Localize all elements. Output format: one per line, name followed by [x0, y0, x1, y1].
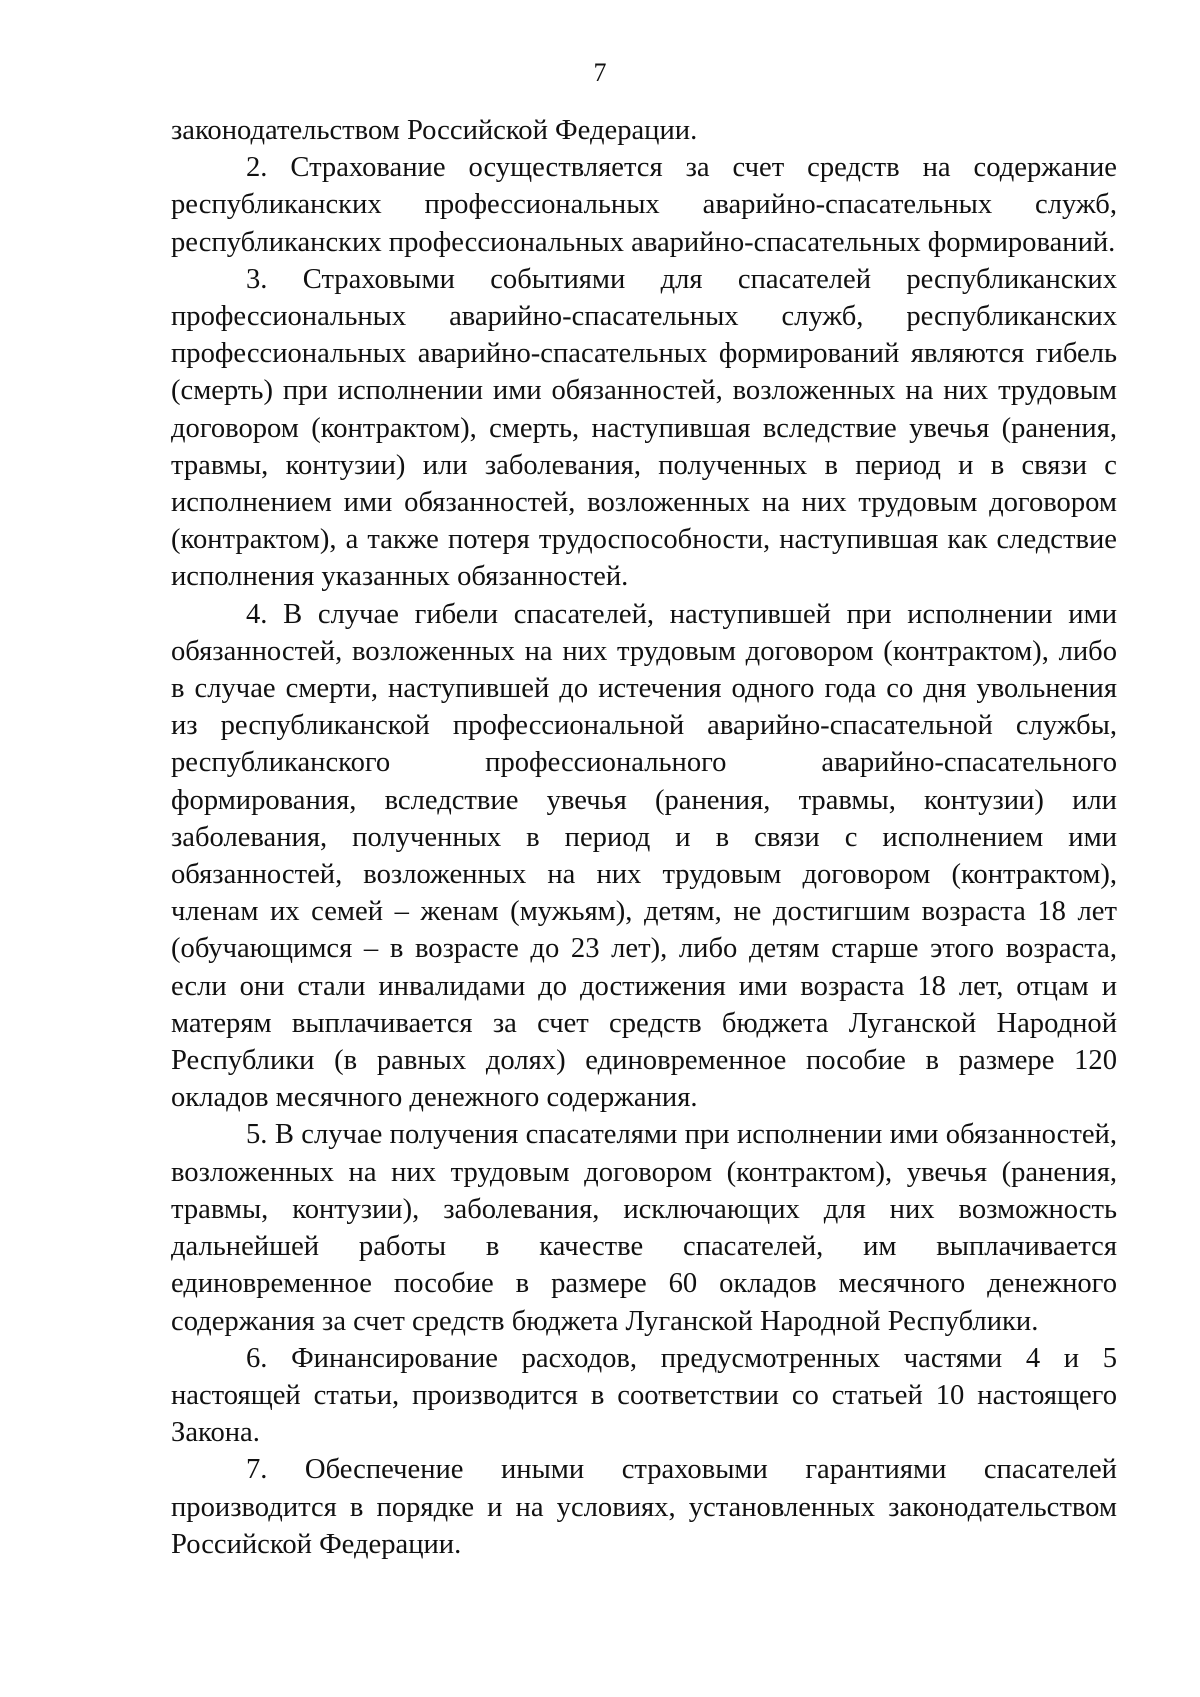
paragraph-item-3: 3. Страховыми событиями для спасателей республиканских профессиональных аварийно-спасательных служб, республиканских профессиональных аварийно-спасательных формирований являются гибель (смерть) при исполнении ими обязанностей, возложенных на них трудовым договором (контрактом), смерть, наступившая вследствие увечья (ранения, травмы, контузии) или заболевания, полученных в период и в связи с исполнением ими обязанностей, возложенных на них трудовым договором (контрактом), а также потеря трудоспособности, наступившая как следствие исполнения указанных обязанностей.	[171, 263, 1117, 593]
paragraph-item-2: 2. Страхование осуществляется за счет средств на содержание республиканских профессиональных аварийно-спасательных служб, республиканских профессиональных аварийно-спасательных формирований.	[171, 152, 1117, 258]
paragraph-continuation: законодательством Российской Федерации.	[171, 115, 698, 146]
paragraph-item-7: 7. Обеспечение иными страховыми гарантиями спасателей производится в порядке и на условиях, установленных законодательством Российской Федерации.	[171, 1454, 1117, 1560]
paragraph-item-5: 5. В случае получения спасателями при исполнении ими обязанностей, возложенных на них трудовым договором (контрактом), увечья (ранения, травмы, контузии), заболевания, исключающих для них возможность дальнейшей работы в качестве спасателей, им выплачивается единовременное пособие в размере 60 окладов месячного денежного содержания за счет средств бюджета Луганской Народной Республики.	[171, 1119, 1117, 1337]
paragraph-item-4: 4. В случае гибели спасателей, наступившей при исполнении ими обязанностей, возложенных на них трудовым договором (контрактом), либо в случае смерти, наступившей до истечения одного года со дня увольнения из республиканской профессиональной аварийно-спасательной службы, республиканского профессионального аварийно-спасательного формирования, вследствие увечья (ранения, травмы, контузии) или заболевания, полученных в период и в связи с исполнением ими обязанностей, возложенных на них трудовым договором (контрактом), членам их семей – женам (мужьям), детям, не достигшим возраста 18 лет (обучающимся – в возрасте до 23 лет), либо детям старше этого возраста, если они стали инвалидами до достижения ими возраста 18 лет, отцам и матерям выплачивается за счет средств бюджета Луганской Народной Республики (в равных долях) единовременное пособие в размере 120 окладов месячного денежного содержания.	[171, 598, 1117, 1114]
page-number: 7	[593, 58, 607, 87]
document-body	[171, 112, 1117, 1563]
paragraph-item-6: 6. Финансирование расходов, предусмотренных частями 4 и 5 настоящей статьи, производится в соответствии со статьей 10 настоящего Закона.	[171, 1342, 1117, 1449]
